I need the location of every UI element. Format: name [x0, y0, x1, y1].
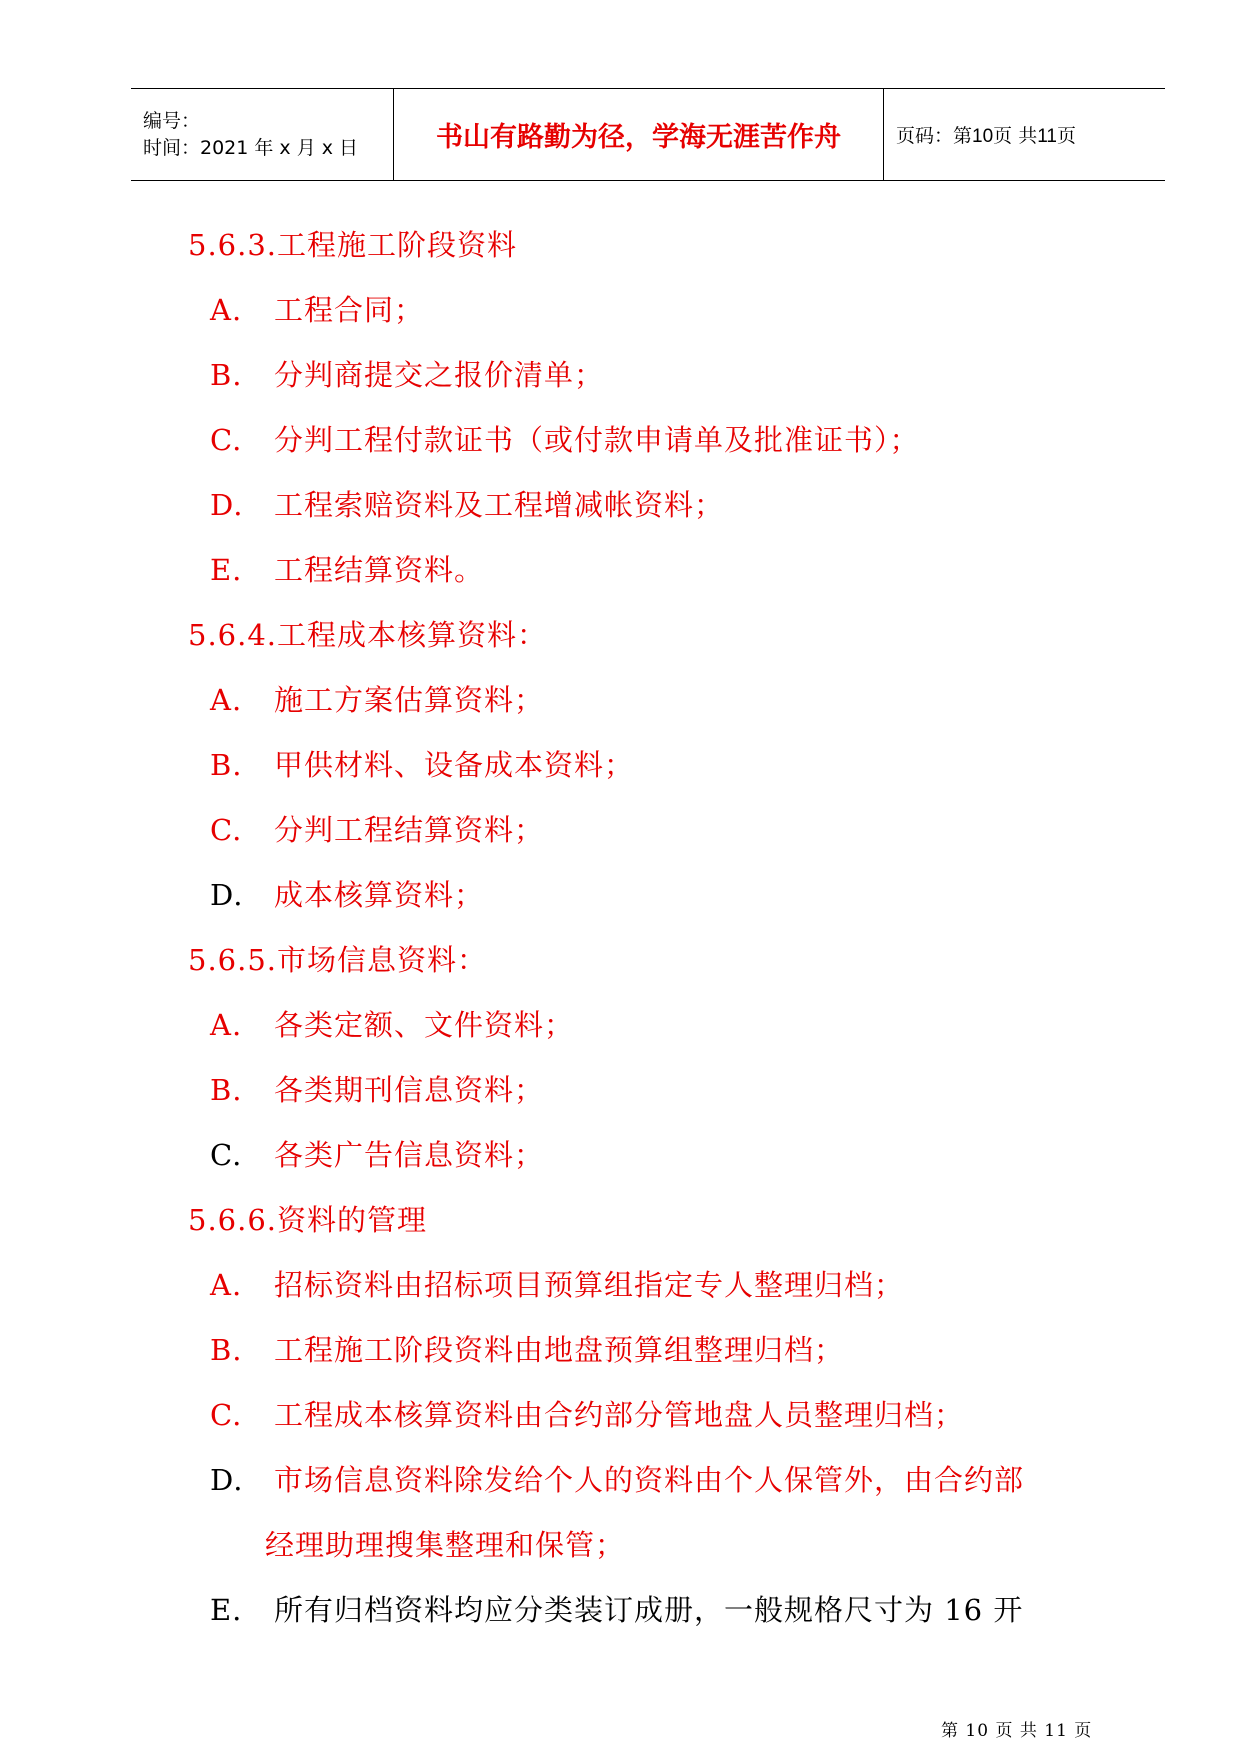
- list-item-text: 各类期刊信息资料；: [274, 1073, 545, 1107]
- list-item-marker: B.: [210, 1073, 243, 1107]
- list-item: [210, 418, 920, 459]
- list-item: [210, 1133, 544, 1174]
- section-heading: [188, 223, 517, 264]
- list-item-text: 施工方案估算资料；: [274, 683, 545, 717]
- list-item: [210, 1263, 904, 1304]
- list-item-text: 成本核算资料；: [274, 878, 485, 912]
- list-item: [210, 353, 604, 394]
- section-heading-text: 5.6.3.工程施工阶段资料: [188, 228, 518, 262]
- list-item: [210, 1003, 574, 1044]
- list-item-marker: A.: [210, 1268, 243, 1302]
- section-heading: [188, 613, 547, 654]
- list-item-marker: A.: [210, 293, 243, 327]
- page-current: 10: [972, 126, 994, 147]
- page-footer: 第 10 页 共 11 页: [941, 1721, 1093, 1741]
- list-item: [210, 873, 484, 914]
- list-item: [210, 678, 544, 719]
- list-item-text: 工程结算资料。: [274, 553, 485, 587]
- list-item-text: 所有归档资料均应分类装订成册，一般规格尺寸为 16 开: [274, 1593, 1024, 1627]
- page-number-text: [896, 121, 1165, 148]
- list-item-marker: A.: [210, 683, 243, 717]
- page-total: 11: [1037, 126, 1057, 147]
- list-item-marker: C.: [210, 813, 243, 847]
- list-item-marker: B.: [210, 748, 243, 782]
- list-item-text: 工程施工阶段资料由地盘预算组整理归档；: [274, 1333, 845, 1367]
- list-item: [210, 1393, 964, 1434]
- list-item-marker: E.: [210, 553, 243, 587]
- list-item: [210, 288, 424, 329]
- list-item-text: 分判工程付款证书（或付款申请单及批准证书）；: [274, 423, 920, 457]
- list-item-marker: C.: [210, 1138, 243, 1172]
- list-item-marker: A.: [210, 1008, 243, 1042]
- list-item-text: 分判工程结算资料；: [274, 813, 545, 847]
- section-heading-text: 5.6.5.市场信息资料：: [188, 943, 488, 977]
- section-heading-text: 5.6.4.工程成本核算资料：: [188, 618, 548, 652]
- list-item: [210, 808, 544, 849]
- list-item-text: 分判商提交之报价清单；: [274, 358, 605, 392]
- list-item-marker: C.: [210, 1398, 243, 1432]
- list-item: [210, 483, 724, 524]
- page-suffix: 页: [1056, 125, 1076, 147]
- list-item-text: 各类定额、文件资料；: [274, 1008, 575, 1042]
- list-item: [210, 1588, 1023, 1629]
- list-item-marker: D.: [210, 1463, 244, 1497]
- list-item-text: 工程合同；: [274, 293, 425, 327]
- header-motto: [394, 89, 884, 180]
- list-item: [210, 1328, 844, 1369]
- list-item: [210, 743, 634, 784]
- list-item-text: 市场信息资料除发给个人的资料由个人保管外，由合约部: [274, 1463, 1025, 1497]
- list-item-text: 各类广告信息资料；: [274, 1138, 545, 1172]
- page-prefix: 页码：第: [896, 125, 973, 147]
- list-item-text: 甲供材料、设备成本资料；: [274, 748, 635, 782]
- section-heading: [188, 938, 487, 979]
- list-item: [210, 548, 484, 589]
- page-mid: 页 共: [993, 125, 1038, 147]
- time-label: 时间：2021 年 x 月 x 日: [143, 136, 359, 159]
- list-item-marker: B.: [210, 358, 243, 392]
- section-heading-text: 5.6.6.资料的管理: [188, 1203, 428, 1237]
- section-heading: [188, 1198, 427, 1239]
- header-page-number: [884, 89, 1165, 180]
- motto-text: 书山有路勤为径，学海无涯苦作舟: [436, 122, 841, 153]
- header-meta: [131, 89, 394, 180]
- list-item-text: 工程成本核算资料由合约部分管地盘人员整理归档；: [274, 1398, 965, 1432]
- list-item-text: 工程索赔资料及工程增减帐资料；: [274, 488, 725, 522]
- page-header: [131, 88, 1165, 181]
- list-item-text: 招标资料由招标项目预算组指定专人整理归档；: [274, 1268, 905, 1302]
- list-item-marker: D.: [210, 488, 244, 522]
- code-label: 编号：: [143, 109, 201, 132]
- list-item-marker: B.: [210, 1333, 243, 1367]
- list-item: [210, 1458, 1024, 1499]
- list-item-marker: E.: [210, 1593, 243, 1627]
- list-item-marker: C.: [210, 423, 243, 457]
- list-item-marker: D.: [210, 878, 244, 912]
- list-item: [210, 1068, 544, 1109]
- list-item-continuation: 经理助理搜集整理和保管；: [265, 1528, 626, 1562]
